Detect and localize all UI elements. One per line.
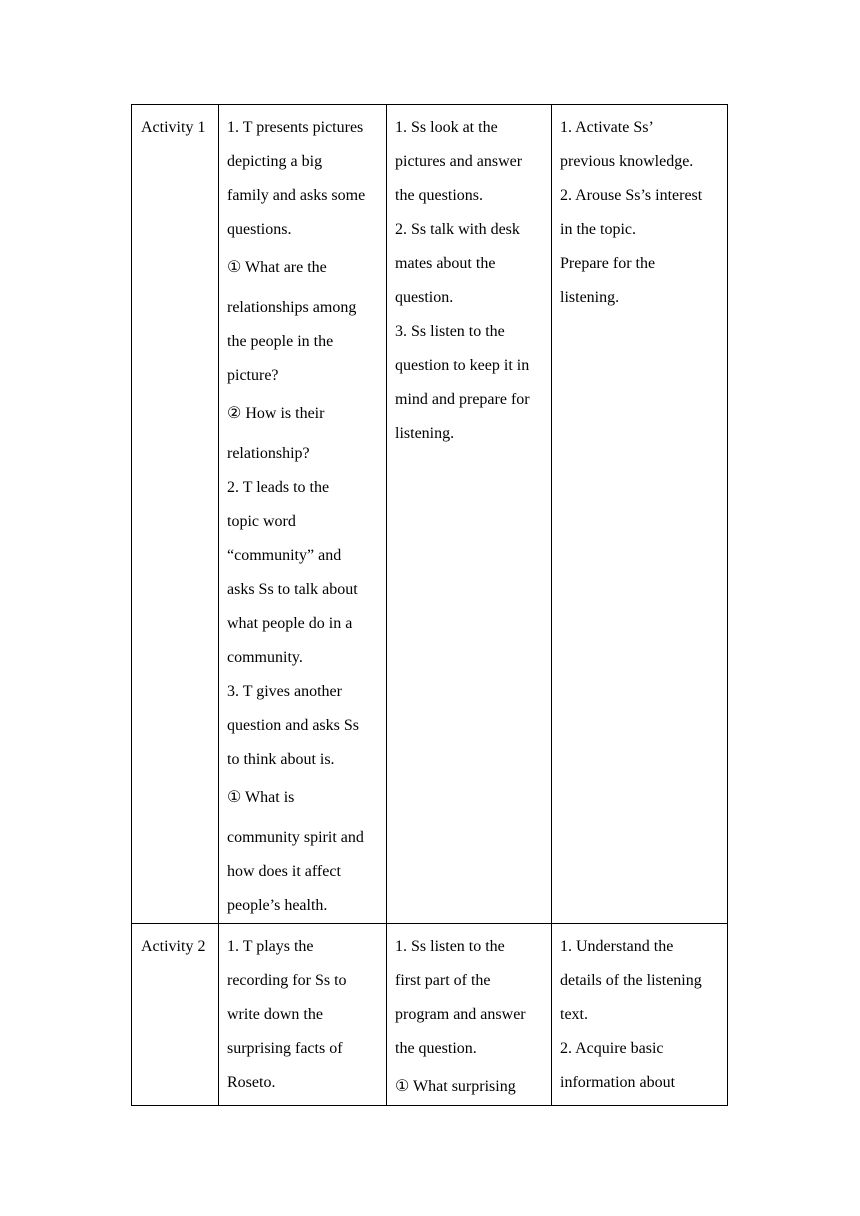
purpose-line: text. xyxy=(560,1006,588,1023)
teacher-line: topic word xyxy=(227,513,296,530)
table-row xyxy=(132,105,728,924)
teacher-line: community spirit and xyxy=(227,829,364,846)
teacher-line: depicting a big xyxy=(227,153,323,170)
teacher-line: write down the xyxy=(227,1006,323,1023)
stage-cell xyxy=(132,924,219,1106)
purpose-line: 2. Arouse Ss’s interest xyxy=(560,187,703,204)
purpose-line: in the topic. xyxy=(560,221,636,238)
student-line: question. xyxy=(395,289,454,306)
student-line: listening. xyxy=(395,425,455,442)
student-line: pictures and answer xyxy=(395,153,523,170)
student-line: mates about the xyxy=(395,255,496,272)
teacher-line: 2. T leads to the xyxy=(227,479,330,496)
purpose-line: listening. xyxy=(560,289,620,306)
purpose-line: previous knowledge. xyxy=(560,153,694,170)
teacher-line: the people in the xyxy=(227,333,334,350)
student-line: the questions. xyxy=(395,187,483,204)
teacher-line: relationships among xyxy=(227,299,357,316)
teacher-activity-cell xyxy=(219,105,387,924)
teacher-line: people’s health. xyxy=(227,897,328,914)
lesson-plan-table xyxy=(131,104,728,1106)
teacher-line: to think about is. xyxy=(227,751,335,768)
student-line: first part of the xyxy=(395,972,491,989)
purpose-line: information about xyxy=(560,1074,676,1091)
student-line: question to keep it in xyxy=(395,357,530,374)
teacher-line: “community” and xyxy=(227,547,342,564)
teacher-line: what people do in a xyxy=(227,615,353,632)
teacher-line: picture? xyxy=(227,367,279,384)
student-question-line: ① What surprising xyxy=(395,1078,516,1095)
purpose-cell xyxy=(552,105,728,924)
teacher-line: surprising facts of xyxy=(227,1040,343,1057)
teacher-line: asks Ss to talk about xyxy=(227,581,358,598)
student-line: 1. Ss listen to the xyxy=(395,938,505,955)
stage-label: Activity 1 xyxy=(141,119,206,136)
student-activity-cell xyxy=(387,924,552,1106)
purpose-line: 1. Activate Ss’ xyxy=(560,119,654,136)
student-line: 3. Ss listen to the xyxy=(395,323,505,340)
teacher-activity-cell xyxy=(219,924,387,1106)
teacher-line: questions. xyxy=(227,221,292,238)
teacher-line: 1. T plays the xyxy=(227,938,314,955)
purpose-line: details of the listening xyxy=(560,972,702,989)
purpose-line: 1. Understand the xyxy=(560,938,674,955)
student-line: the question. xyxy=(395,1040,477,1057)
teacher-question-line: ① What are the xyxy=(227,259,327,276)
purpose-line: 2. Acquire basic xyxy=(560,1040,664,1057)
student-line: mind and prepare for xyxy=(395,391,530,408)
teacher-line: how does it affect xyxy=(227,863,341,880)
stage-label: Activity 2 xyxy=(141,938,206,955)
teacher-question-line: ① What is xyxy=(227,789,295,806)
teacher-line: recording for Ss to xyxy=(227,972,347,989)
teacher-line: Roseto. xyxy=(227,1074,276,1091)
teacher-line: relationship? xyxy=(227,445,310,462)
student-line: 1. Ss look at the xyxy=(395,119,498,136)
student-line: 2. Ss talk with desk xyxy=(395,221,520,238)
teacher-line: 1. T presents pictures xyxy=(227,119,364,136)
teacher-line: community. xyxy=(227,649,303,666)
table-row xyxy=(132,924,728,1106)
teacher-question-line: ② How is their xyxy=(227,405,325,422)
purpose-line: Prepare for the xyxy=(560,255,656,272)
student-line: program and answer xyxy=(395,1006,526,1023)
stage-cell xyxy=(132,105,219,924)
teacher-line: 3. T gives another xyxy=(227,683,342,700)
teacher-line: question and asks Ss xyxy=(227,717,359,734)
purpose-cell xyxy=(552,924,728,1106)
teacher-line: family and asks some xyxy=(227,187,366,204)
student-activity-cell xyxy=(387,105,552,924)
